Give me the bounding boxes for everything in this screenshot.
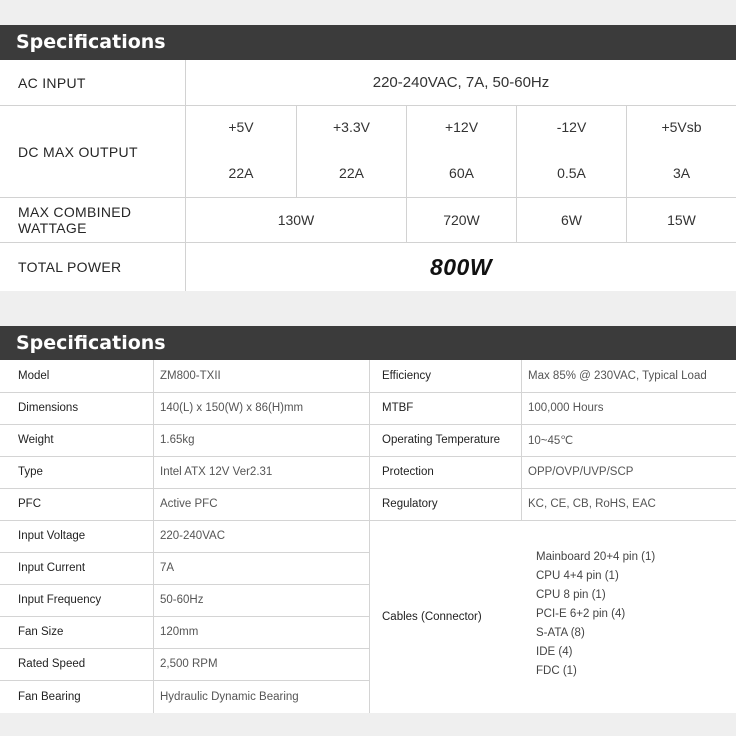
combined-wattage-value: 15W: [667, 212, 696, 228]
total-power-value: [186, 243, 736, 291]
ac-input-value: 220-240VAC, 7A, 50-60Hz: [372, 74, 550, 91]
cable-list: [536, 548, 655, 681]
cable-item: CPU 8 pin (1): [536, 589, 606, 601]
spec-value-model: ZM800-TXII: [160, 370, 221, 382]
spec-key-pfc: PFC: [18, 498, 41, 510]
spec-value-fan-bearing: Hydraulic Dynamic Bearing: [160, 690, 299, 703]
spec-value-input-voltage: 220-240VAC: [160, 530, 225, 542]
rail-current: 0.5A: [557, 165, 586, 181]
cable-item: FDC (1): [536, 665, 577, 677]
general-spec-table: [0, 360, 736, 713]
cable-item: CPU 4+4 pin (1): [536, 570, 619, 582]
rail-name: +5V: [228, 119, 254, 135]
cable-item: Mainboard 20+4 pin (1): [536, 551, 656, 563]
spec-key-fan-bearing: Fan Bearing: [18, 690, 81, 703]
spec-key-rated-speed: Rated Speed: [18, 658, 86, 670]
rail-current: 3A: [672, 165, 691, 181]
rail-name: +3.3V: [333, 119, 370, 135]
spec-key-input-frequency: Input Frequency: [18, 594, 102, 606]
power-output-table: [0, 60, 736, 291]
rail-name: +5Vsb: [661, 119, 702, 135]
spec-key-regulatory: Regulatory: [382, 498, 438, 510]
max-combined-label: [0, 198, 185, 242]
spec-value-dimensions: 140(L) x 150(W) x 86(H)mm: [160, 402, 304, 414]
max-combined-label-line2: WATTAGE: [18, 220, 87, 236]
total-power-number: 800W: [429, 253, 493, 280]
spec-value-input-current: 7A: [160, 562, 175, 574]
max-combined-label-line1: MAX COMBINED: [18, 204, 132, 220]
spec-key-efficiency: Efficiency: [382, 370, 432, 382]
section-title: Specifications: [16, 31, 166, 53]
spec-key-dimensions: Dimensions: [18, 402, 79, 414]
spec-value-rated-speed: 2,500 RPM: [160, 658, 218, 670]
spec-key-model: Model: [18, 370, 50, 382]
dc-max-output-label: DC MAX OUTPUT: [18, 143, 138, 160]
cable-item: S-ATA (8): [536, 627, 585, 639]
specifications-banner-1: [0, 25, 736, 60]
spec-value-efficiency: Max 85% @ 230VAC, Typical Load: [528, 370, 707, 382]
spec-value-fan-size: 120mm: [160, 626, 199, 638]
section-title: Specifications: [16, 332, 166, 354]
rail-current: 60A: [449, 165, 474, 181]
spec-value-weight: 1.65kg: [160, 434, 195, 446]
spec-value-mtbf: 100,000 Hours: [528, 402, 604, 414]
rail-name: -12V: [556, 119, 587, 135]
combined-wattage-value: 6W: [561, 212, 582, 228]
ac-input-label: AC INPUT: [18, 74, 86, 91]
spec-value-pfc: Active PFC: [160, 498, 218, 510]
combined-wattage-value: 130W: [277, 212, 315, 228]
combined-wattage-value: 720W: [443, 212, 480, 228]
cable-item: PCI-E 6+2 pin (4): [536, 608, 626, 620]
spec-key-fan-size: Fan Size: [18, 626, 64, 638]
spec-value-regulatory: KC, CE, CB, RoHS, EAC: [528, 498, 656, 510]
spec-key-input-current: Input Current: [18, 562, 86, 574]
rail-current: 22A: [339, 165, 364, 181]
spec-value-type: Intel ATX 12V Ver2.31: [160, 466, 273, 478]
spec-value-protection: OPP/OVP/UVP/SCP: [528, 466, 634, 478]
specifications-banner-2: [0, 326, 736, 360]
spec-key-weight: Weight: [18, 434, 54, 446]
cable-item: IDE (4): [536, 646, 573, 658]
spec-key-cables: Cables (Connector): [382, 611, 482, 623]
spec-key-input-voltage: Input Voltage: [18, 530, 86, 542]
spec-key-protection: Protection: [382, 466, 434, 478]
spec-value-operating-temperature: 10~45℃: [528, 435, 574, 447]
spec-value-input-frequency: 50-60Hz: [160, 594, 204, 606]
spec-key-operating-temperature: Operating Temperature: [382, 434, 501, 446]
total-power-label: TOTAL POWER: [18, 259, 122, 275]
spec-key-mtbf: MTBF: [382, 402, 414, 414]
spec-key-type: Type: [18, 466, 43, 478]
rail-current: 22A: [228, 165, 254, 181]
rail-name: +12V: [444, 119, 479, 135]
